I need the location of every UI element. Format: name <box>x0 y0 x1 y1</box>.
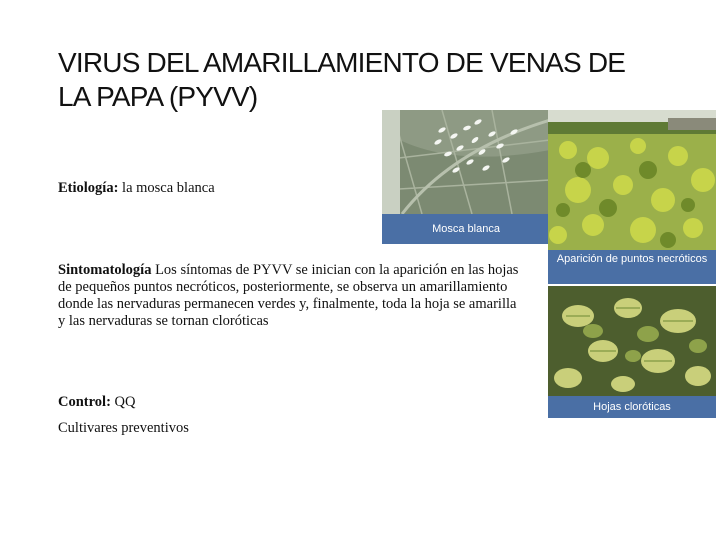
symptomatology-label: Sintomatología <box>58 262 152 278</box>
etiology-label: Etiología: <box>58 180 119 196</box>
chlorotic-leaves-photo <box>548 286 716 396</box>
chlorotic-caption: Hojas cloróticas <box>548 396 716 418</box>
field-photo <box>548 110 716 250</box>
control-value: QQ <box>110 394 136 410</box>
whitefly-caption: Mosca blanca <box>382 214 550 244</box>
symptomatology-paragraph <box>58 262 526 330</box>
symptomatology-value: Los síntomas de PYVV se inician con la aparición en las hojas de pequeños puntos necróticos, posteriormente, se observa un amarillamiento donde las nervaduras permanecen verdes y, finalmente, toda la hoja se amarilla y las nervaduras se tornan cloróticas <box>58 262 519 329</box>
etiology-value: la mosca blanca <box>118 180 215 196</box>
whitefly-photo <box>382 110 550 214</box>
control-label: Control: <box>58 394 111 410</box>
etiology-text <box>58 180 358 197</box>
field-caption: Aparición de puntos necróticos <box>548 250 716 284</box>
control-line2: Cultivares preventivos <box>58 420 189 436</box>
slide-title: VIRUS DEL AMARILLAMIENTO DE VENAS DE LA PAPA (PYVV) <box>58 47 626 112</box>
control-text <box>58 394 358 411</box>
